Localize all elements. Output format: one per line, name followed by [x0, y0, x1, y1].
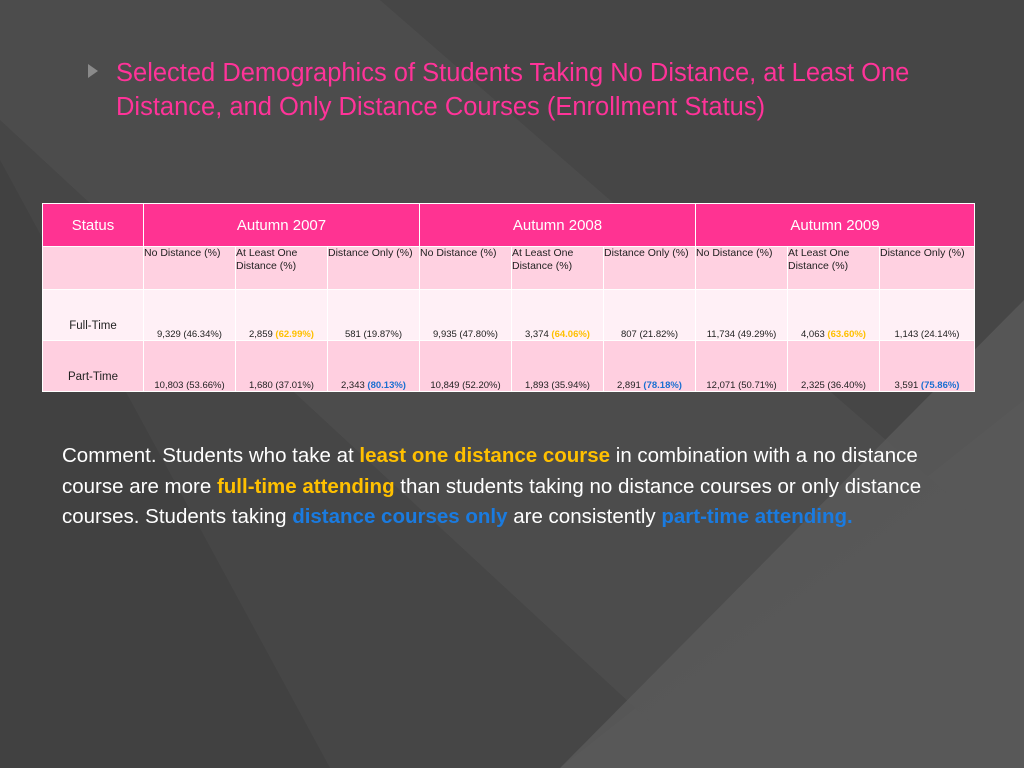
table-header-row [43, 204, 975, 247]
table-cell: 1,143 (24.14%) [880, 290, 975, 341]
table-cell: 11,734 (49.29%) [696, 290, 788, 341]
subheader-distance-only: Distance Only (%) [880, 247, 975, 290]
table-cell: 581 (19.87%) [328, 290, 420, 341]
subheader-distance-only: Distance Only (%) [328, 247, 420, 290]
highlight-least-one-distance: least one distance course [359, 444, 611, 467]
table-cell: 807 (21.82%) [604, 290, 696, 341]
table-cell: 1,680 (37.01%) [236, 341, 328, 392]
year-header-2008: Autumn 2008 [420, 204, 696, 247]
table-cell: 2,325 (36.40%) [788, 341, 880, 392]
table-cell: 10,803 (53.66%) [144, 341, 236, 392]
subheader-distance-only: Distance Only (%) [604, 247, 696, 290]
highlight-distance-only: distance courses only [292, 505, 508, 528]
slide-title: Selected Demographics of Students Taking No Distance, at Least One Distance, and Only Distance Courses (Enrollment Status) [116, 59, 910, 121]
comment-text: are consistently [507, 505, 662, 528]
status-header: Status [43, 204, 144, 247]
table-subheader-row [43, 247, 975, 290]
year-header-2009: Autumn 2009 [696, 204, 975, 247]
table-cell: 1,893 (35.94%) [512, 341, 604, 392]
highlight-part-time: part-time attending. [661, 505, 853, 528]
table-row-part-time [43, 341, 975, 392]
table-cell: 10,849 (52.20%) [420, 341, 512, 392]
table-cell: 9,935 (47.80%) [420, 290, 512, 341]
comment-text: in combination with a no distance course are more [62, 444, 918, 498]
table-cell: 12,071 (50.71%) [696, 341, 788, 392]
table-cell: 2,343 (80.13%) [328, 341, 420, 392]
comment-text: Comment. Students who take at [62, 444, 360, 467]
comment-text: than students taking no distance courses or only distance courses. Students taking [62, 474, 922, 528]
subheader-at-least-one: At Least One Distance (%) [788, 247, 880, 290]
table-cell: 4,063 (63.60%) [788, 290, 880, 341]
subheader-no-distance: No Distance (%) [144, 247, 236, 290]
highlight-full-time: full-time attending [216, 474, 395, 498]
table-cell: 2,891 (78.18%) [604, 341, 696, 392]
subheader-no-distance: No Distance (%) [420, 247, 512, 290]
demographics-table [42, 203, 975, 392]
table-row-full-time [43, 290, 975, 341]
table-cell: 9,329 (46.34%) [144, 290, 236, 341]
table-cell: 3,591 (75.86%) [880, 341, 975, 392]
comment-paragraph [62, 441, 922, 533]
subheader-at-least-one: At Least One Distance (%) [512, 247, 604, 290]
table-cell: 2,859 (62.99%) [236, 290, 328, 341]
year-header-2007: Autumn 2007 [144, 204, 420, 247]
row-label: Part-Time [43, 341, 144, 392]
subheader-at-least-one: At Least One Distance (%) [236, 247, 328, 290]
bullet-arrow-icon [88, 64, 98, 78]
row-label: Full-Time [43, 290, 144, 341]
subheader-no-distance: No Distance (%) [696, 247, 788, 290]
subheader-empty [43, 247, 144, 290]
table-cell: 3,374 (64.06%) [512, 290, 604, 341]
